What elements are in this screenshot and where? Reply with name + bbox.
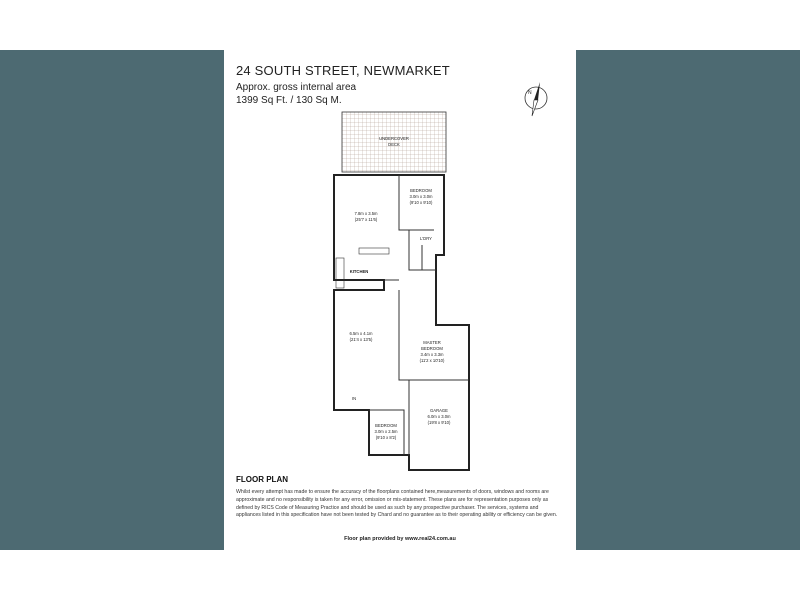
bedroom1-size: 3.0m x 3.0m [409,194,433,199]
garage-imperial: (19'8 x 9'10) [427,420,451,425]
area-value: 1399 Sq Ft. / 130 Sq M. [236,95,342,106]
living2-imperial: (21'4 x 13'5) [349,337,373,342]
area-label: Approx. gross internal area [236,82,357,93]
compass-icon [516,76,556,126]
property-address: 24 SOUTH STREET, NEWMARKET [236,63,450,78]
floor-plan-heading: FLOOR PLAN [236,475,288,484]
kitchen-island [359,248,389,254]
garage-label: GARAGE [430,408,448,413]
living2-size: 6.5m x 4.1m [349,331,373,336]
kitchen-bench [336,258,344,288]
deck-label-2: DECK [388,142,400,147]
bedroom1-imperial: (9'10 x 9'10) [409,200,433,205]
deck-label-1: UNDERCOVER [379,136,409,141]
garage-size: 6.0m x 3.0m [427,414,451,419]
floor-plan-drawing [314,110,474,480]
living1-size: 7.8m x 3.5m [354,211,378,216]
master-imperial: (11'2 x 10'10) [419,358,445,363]
bedroom2-size: 3.0m x 2.5m [374,429,398,434]
svg-text:N: N [528,90,532,96]
entry-label: IN [351,396,357,401]
floorplan-sheet [224,50,576,550]
bedroom1-label: BEDROOM [410,188,432,193]
master-label-2: BEDROOM [421,346,443,351]
master-label-1: MASTER [423,340,441,345]
bedroom2-label: BEDROOM [375,423,397,428]
kitchen-label: KITCHEN [349,269,369,274]
laundry-label: L'DRY [420,236,432,241]
living1-imperial: (25'7 x 11'6) [354,217,378,222]
master-size: 3.4m x 3.3m [420,352,444,357]
disclaimer-text: Whilst every attempt has made to ensure the accuracy of the floorplans contained here,measurements of doors, windows and rooms are approximate and no responsibility is taken for any error, omission or mis-statement. These plans are for representation purposes only as defined by RICS Code of Measuring Practice and should be used as such by any prospective purchaser. The services, systems and appliances listed in this specification have not been tested by Chard and no guarantee as to their operating ability or efficiency can be given. [236,489,558,519]
credit-line: Floor plan provided by www.real24.com.au [344,536,456,542]
bedroom2-imperial: (9'10 x 8'2) [375,435,397,440]
